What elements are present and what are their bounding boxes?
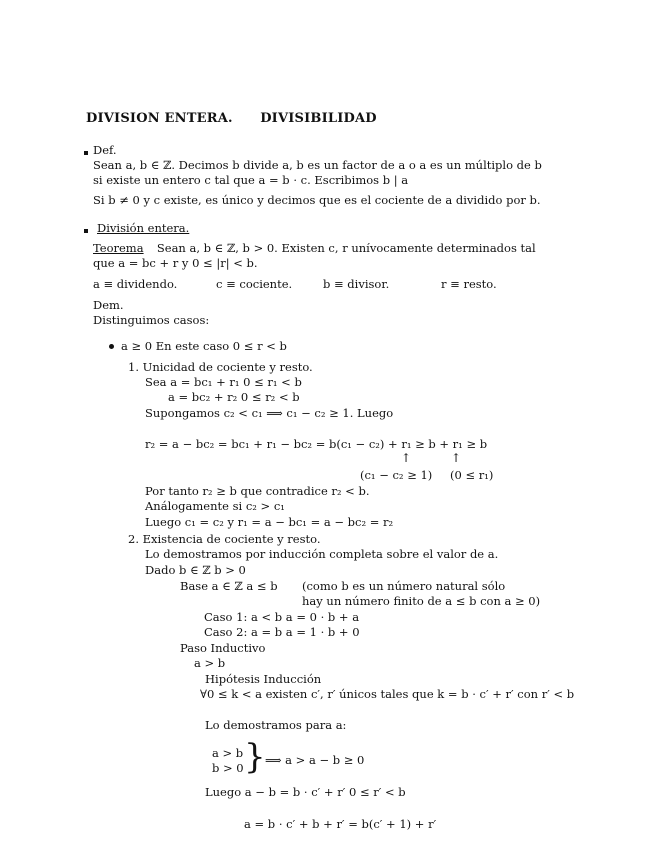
sea-line-1: Sea a = bc₁ + r₁ 0 ≤ r₁ < b	[145, 375, 302, 389]
dem-label: Dem.	[93, 298, 124, 312]
def-line-2: si existe un entero c tal que a = b · c. Escribimos b | a	[93, 173, 409, 187]
division-label: División entera.	[97, 221, 190, 235]
item2-title: 2. Existencia de cociente y resto.	[128, 532, 321, 546]
title-right: DIVISIBILIDAD	[260, 111, 377, 126]
up-arrow-2: ↑	[451, 451, 462, 465]
item1-title: 1. Unicidad de cociente y resto.	[128, 360, 313, 374]
case-heading: a ≥ 0 En este caso 0 ≤ r < b	[121, 339, 287, 353]
base-note-1: (como b es un número natural sólo	[302, 579, 506, 593]
up-arrow-1: ↑	[401, 451, 412, 465]
caso-2: Caso 2: a = b a = 1 · b + 0	[204, 625, 360, 639]
system-line-2: b > 0	[212, 761, 244, 775]
bullet-square-division	[84, 229, 88, 233]
term-resto: r ≡ resto.	[441, 277, 497, 291]
note-r1: (0 ≤ r₁)	[450, 468, 494, 482]
demostramos-line: Lo demostramos para a:	[205, 718, 347, 732]
bullet-square-def	[84, 151, 88, 155]
def-label: Def.	[93, 143, 117, 157]
caso-1: Caso 1: a < b a = 0 · b + a	[204, 610, 360, 624]
induccion-line: Lo demostramos por inducción completa sobre el valor de a.	[145, 547, 499, 561]
teorema-line	[93, 241, 536, 256]
analogamente-line: Análogamente si c₂ > c₁	[145, 499, 285, 513]
def-line-3: Si b ≠ 0 y c existe, es único y decimos que es el cociente de a dividido por b.	[93, 193, 541, 207]
r2-equation: r₂ = a − bc₂ = bc₁ + r₁ − bc₂ = b(c₁ − c₂) + r₁ ≥ b + r₁ ≥ b	[145, 437, 488, 451]
teorema-text: Sean a, b ∈ ℤ, b > 0. Existen c, r unívocamente determinados tal	[156, 241, 536, 255]
teorema-label: Teorema	[93, 241, 144, 255]
system-line-1: a > b	[212, 746, 244, 760]
luego-line: Luego c₁ = c₂ y r₁ = a − bc₁ = a − bc₂ = r₂	[145, 515, 394, 529]
forall-line: ∀0 ≤ k < a existen c′, r′ únicos tales que k = b · c′ + r′ con r′ < b	[200, 687, 575, 701]
implies-line: ⟹ a > a − b ≥ 0	[265, 753, 365, 767]
teorema-line-2: que a = bc + r y 0 ≤ |r| < b.	[93, 256, 258, 270]
title-left: DIVISION ENTERA.	[86, 111, 233, 126]
term-cociente: c ≡ cociente.	[216, 277, 293, 291]
paso-inductivo: Paso Inductivo	[180, 641, 266, 655]
term-dividendo: a ≡ dividendo.	[93, 277, 178, 291]
a-greater-b: a > b	[194, 656, 226, 670]
base-note-2: hay un número finito de a ≤ b con a ≥ 0)	[302, 594, 541, 608]
portanto-line: Por tanto r₂ ≥ b que contradice r₂ < b.	[145, 484, 370, 498]
distinguimos-casos: Distinguimos casos:	[93, 313, 210, 327]
final-equation: a = b · c′ + b + r′ = b(c′ + 1) + r′	[244, 817, 437, 831]
bullet-dot-case	[109, 344, 114, 349]
luego-line-2: Luego a − b = b · c′ + r′ 0 ≤ r′ < b	[205, 785, 406, 799]
page-title	[86, 111, 377, 126]
supongamos-line: Supongamos c₂ < c₁ ⟹ c₁ − c₂ ≥ 1. Luego	[145, 406, 394, 420]
base-line: Base a ∈ ℤ a ≤ b	[180, 579, 278, 593]
hipotesis-label: Hipótesis Inducción	[205, 672, 322, 686]
note-c1-c2: (c₁ − c₂ ≥ 1)	[360, 468, 433, 482]
dado-line: Dado b ∈ ℤ b > 0	[145, 563, 246, 577]
right-brace: }	[244, 737, 266, 777]
def-line-1: Sean a, b ∈ ℤ. Decimos b divide a, b es un factor de a o a es un múltiplo de b	[93, 158, 542, 172]
term-divisor: b ≡ divisor.	[323, 277, 390, 291]
sea-line-2: a = bc₂ + r₂ 0 ≤ r₂ < b	[168, 390, 300, 404]
